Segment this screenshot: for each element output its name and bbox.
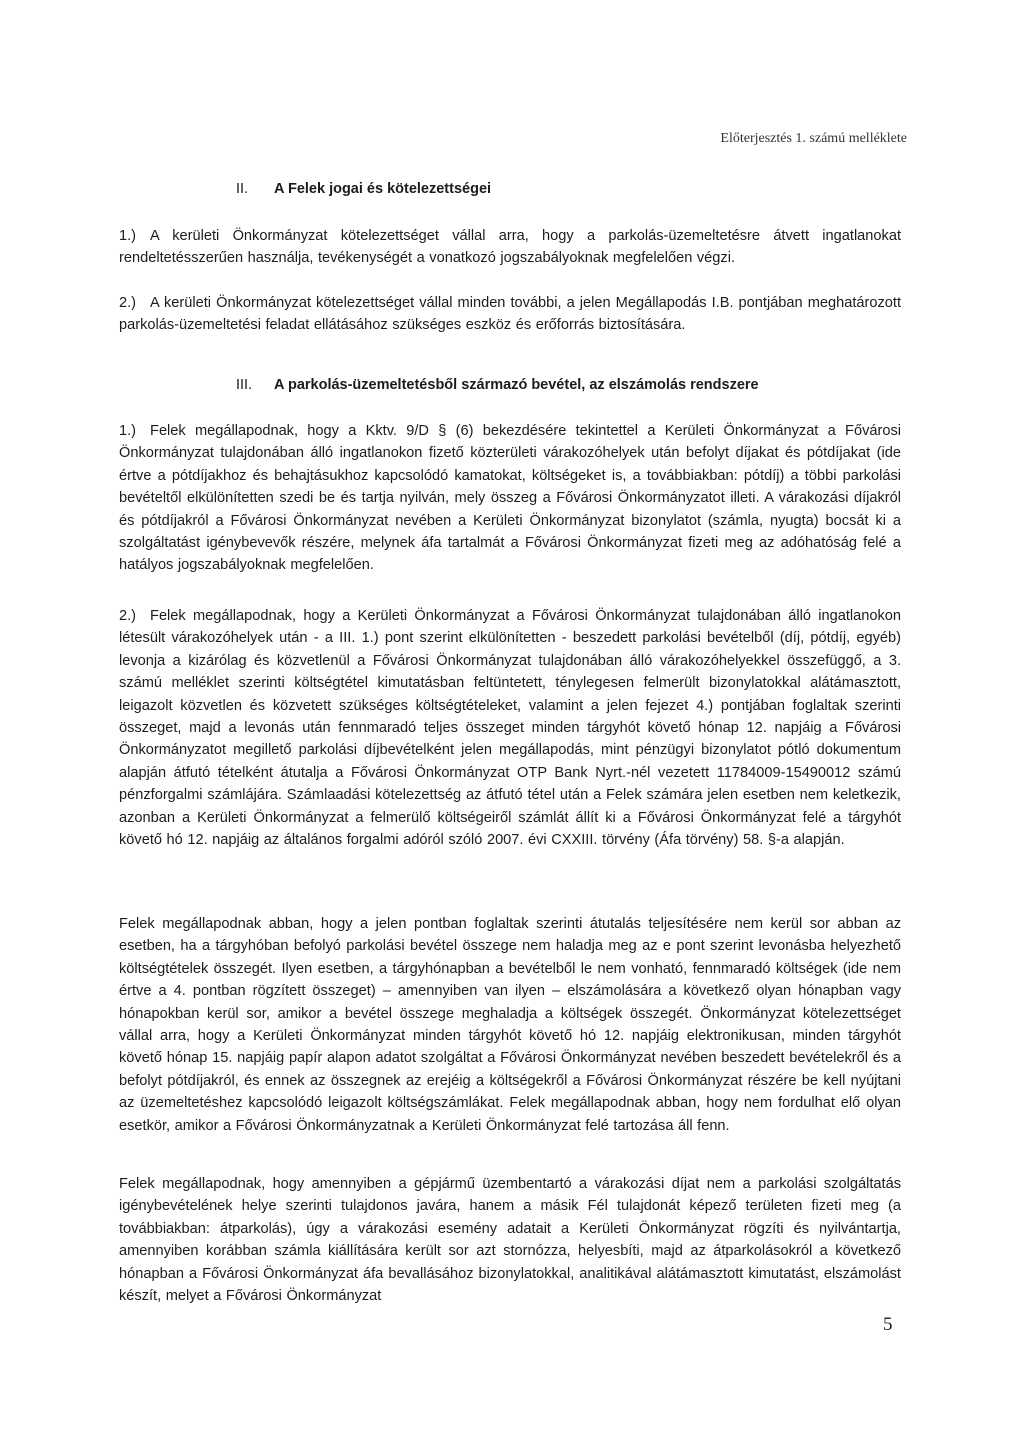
paragraph-number: 2.) [119,295,137,311]
paragraph-number: 1.) [119,228,137,244]
paragraph-ii-2 [119,292,901,337]
paragraph-ii-1 [119,225,901,270]
section-number: II. [236,181,249,197]
annex-label: Előterjesztés 1. számú melléklete [720,131,907,146]
page-number: 5 [883,1314,893,1335]
paragraph-iii-2-transfer-parking [119,1173,901,1307]
paragraph-text: A kerületi Önkormányzat kötelezettséget vállal minden további, a jelen Megállapodás I.B. pontjában meghatározott parkolás-üzemeltetési feladat ellátásához szükséges eszköz és erőforrás biztosítására. [119,295,901,334]
section-heading-iii [236,377,759,393]
paragraph-number: 1.) [119,423,137,439]
paragraph-number: 2.) [119,608,137,624]
paragraph-iii-2 [119,605,901,851]
section-title: A Felek jogai és kötelezettségei [274,181,492,197]
paragraph-text: Felek megállapodnak, hogy a Kktv. 9/D § (6) bekezdésére tekintettel a Kerületi Önkormányzat a Fővárosi Önkormányzat tulajdonában álló ingatlanokon fizető közterületi várakozóhelyek után befolyt díjakat és pótdíjakat (ide értve a pótdíjakhoz és behajtásukhoz kapcsolódó kamatokat, költségeket is, a továbbiakban: pótdíj) a többi parkolási bevételtől elkülönítetten szedi be és tartja nyilván, mely összeg a Fővárosi Önkormányzatot illeti. A várakozási díjakról és pótdíjakról a Fővárosi Önkormányzat nevében a Kerületi Önkormányzat bizonylatot (számla, nyugta) bocsát ki a szolgáltatást igénybevevők részére, melynek áfa tartalmát a Fővárosi Önkormányzat fizeti meg az adóhatóság felé a hatályos jogszabályoknak megfelelően. [119,423,901,574]
paragraph-iii-1 [119,420,901,577]
paragraph-text: A kerületi Önkormányzat kötelezettséget vállal arra, hogy a parkolás-üzemeltetésre átvett ingatlanokat rendeltetésszerűen használja, tevékenységét a vonatkozó jogszabályoknak megfelelően végzi. [119,228,901,267]
section-number: III. [236,377,253,393]
paragraph-text: Felek megállapodnak, hogy a Kerületi Önkormányzat a Fővárosi Önkormányzat tulajdonában álló ingatlanokon létesült várakozóhelyek után - a III. 1.) pont szerint elkülönítetten - beszedett parkolási bevételből (díj, pótdíj, egyéb) levonja a kizárólag és közvetlenül a Fővárosi Önkormányzat tulajdonában álló várakozóhelyekkel összefüggő, a 3. számú melléklet szerinti költségtétel kimutatásban feltüntetett, ténylegesen felmerült bizonylatokkal alátámasztott, leigazolt közvetlen és közvetett szükséges költségtételeket, valamint a jelen fejezet 4.) pontjában foglaltak szerinti összeget, majd a levonás után fennmaradó teljes összeget minden tárgyhót követő hónap 12. napjáig a Fővárosi Önkormányzatot megillető parkolási díjbevételként jelen megállapodás, mint pénzügyi bizonylatot pótló dokumentum alapján átfutó tételként átutalja a Fővárosi Önkormányzat OTP Bank Nyrt.-nél vezetett 11784009-15490012 számú pénzforgalmi számlájára. Számlaadási kötelezettség az átfutó tétel után a Felek számára jelen esetben nem keletkezik, azonban a Kerületi Önkormányzat a felmerülő költségeiről számlát állít ki a Fővárosi Önkormányzat felé a tárgyhót követő hó 12. napjáig az általános forgalmi adóról szóló 2007. évi CXXIII. törvény (Áfa törvény) 58. §-a alapján. [119,608,901,849]
section-heading-ii [236,181,491,197]
paragraph-iii-2-continued [119,913,901,1137]
paragraph-text: Felek megállapodnak, hogy amennyiben a gépjármű üzembentartó a várakozási díjat nem a parkolási szolgáltatás igénybevételének helye szerinti tulajdonos javára, hanem a másik Fél tulajdonát képező területen fizeti meg (a továbbiakban: átparkolás), úgy a várakozási esemény adatait a Kerületi Önkormányzat rögzíti és nyilvántartja, amennyiben korábban számla kiállítására került sor azt stornózza, helyesbíti, majd az átparkolásokról a következő hónapban a Fővárosi Önkormányzat áfa bevallásához bizonylatokkal, analitikával alátámasztott kimutatást, elszámolást készít, melyet a Fővárosi Önkormányzat [119,1176,901,1305]
paragraph-text: Felek megállapodnak abban, hogy a jelen pontban foglaltak szerinti átutalás teljesítésére nem kerül sor abban az esetben, ha a tárgyhóban befolyó parkolási bevétel összege nem haladja meg az e pont szerint levonásba helyezhető költségtételek összegét. Ilyen esetben, a tárgyhónapban a bevételből le nem vonható, fennmaradó költségek (ide nem értve a 4. pontban rögzített összeget) – amennyiben van ilyen – elszámolására a következő olyan hónapban vagy hónapokban kerül sor, amikor a bevétel összege meghaladja a költségek összegét. Önkormányzat kötelezettséget vállal arra, hogy a Kerületi Önkormányzat minden tárgyhót követő hó 12. napjáig elektronikusan, minden tárgyhót követő hónap 15. napjáig papír alapon adatot szolgáltat a Fővárosi Önkormányzat nevében beszedett bevételekről és a befolyt pótdíjakról, és ennek az összegnek az erejéig a költségekről a Fővárosi Önkormányzat részére be kell nyújtani az üzemeltetéshez kapcsolódó leigazolt költségszámlákat. Felek megállapodnak abban, hogy nem fordulhat elő olyan esetkör, amikor a Fővárosi Önkormányzatnak a Kerületi Önkormányzat felé tartozása áll fenn. [119,916,901,1134]
section-title: A parkolás-üzemeltetésből származó bevétel, az elszámolás rendszere [274,377,759,393]
